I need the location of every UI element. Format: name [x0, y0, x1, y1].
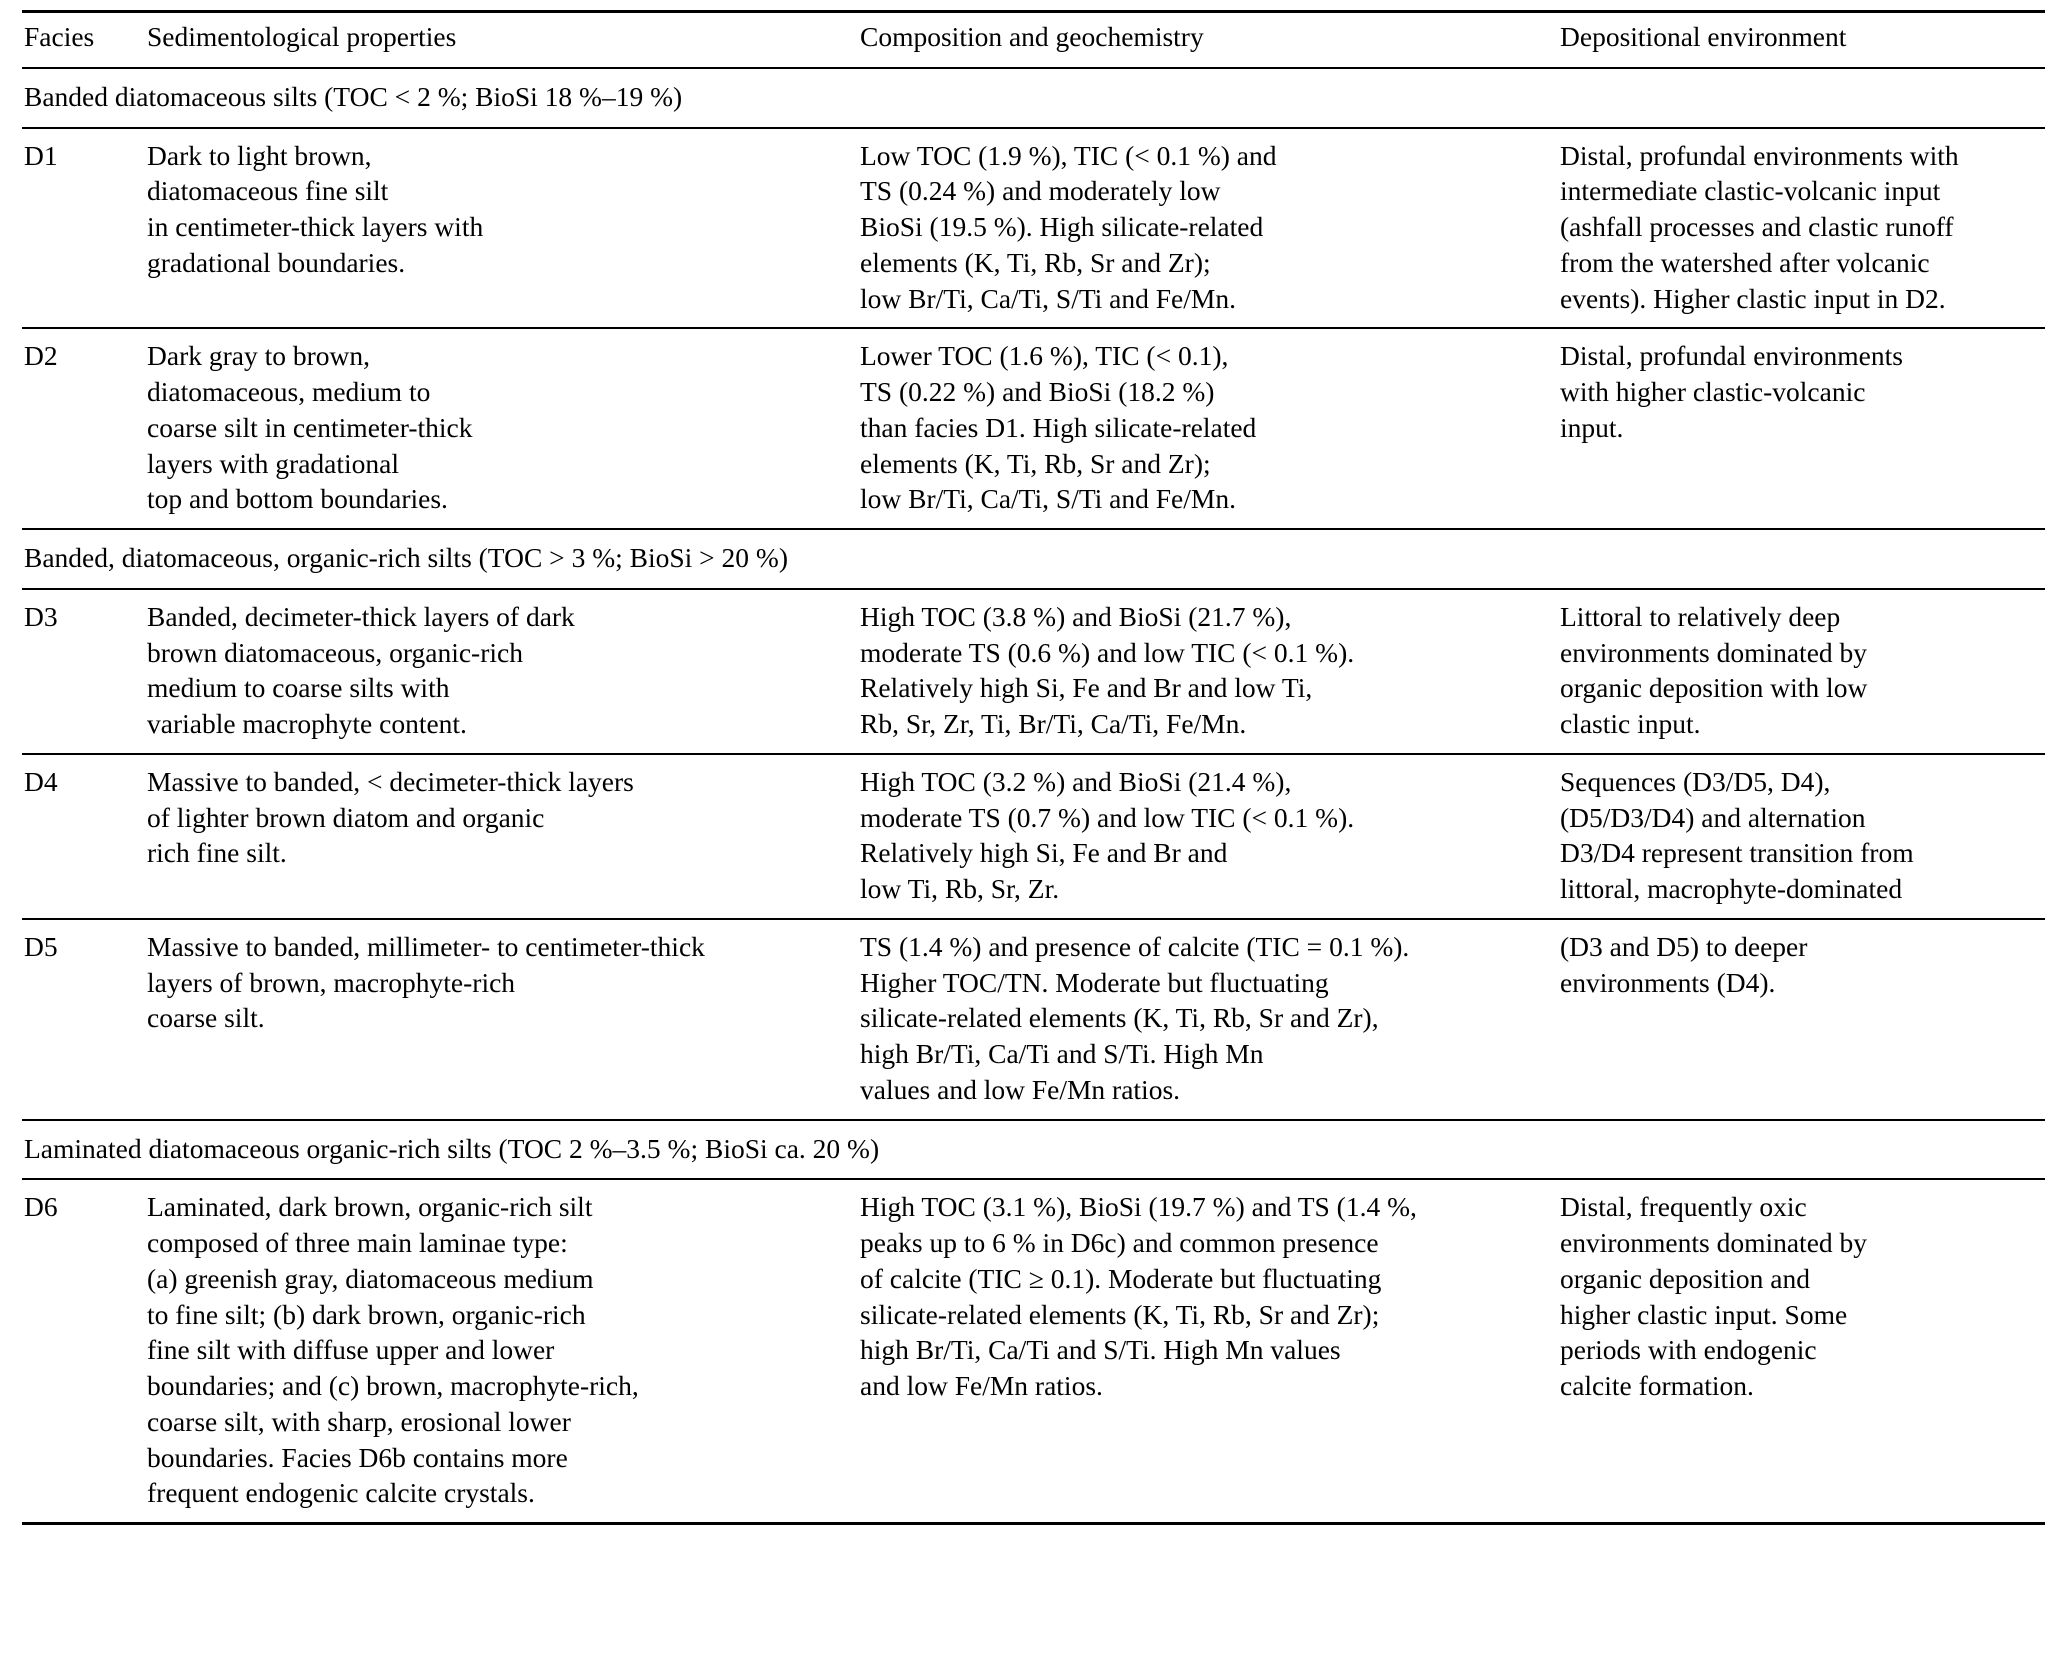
facies-code: D1 [22, 128, 145, 329]
cell-line: silicate-related elements (K, Ti, Rb, Sr and Zr); [860, 1298, 1380, 1330]
cell-line: Laminated, dark brown, organic-rich silt [147, 1191, 593, 1223]
cell-line: diatomaceous, medium to [147, 376, 431, 407]
table-row [22, 128, 2045, 329]
cell-line: elements (K, Ti, Rb, Sr and Zr); [860, 447, 1211, 479]
table-header [22, 12, 2045, 68]
composition-geochemistry-cell [860, 754, 1560, 919]
facies-group-heading: Laminated diatomaceous organic-rich silts (TOC 2 %–3.5 %; BioSi ca. 20 %) [22, 1120, 2045, 1180]
facies-group-row [22, 1120, 2045, 1180]
cell-line: Distal, profundal environments with [1560, 139, 1959, 171]
cell-line: Distal, frequently oxic [1560, 1191, 1807, 1223]
cell-line: higher clastic input. Some [1560, 1298, 1848, 1330]
table-row [22, 754, 2045, 919]
sedimentological-properties-cell [145, 589, 860, 754]
cell-line: Massive to banded, millimeter- to centimeter-thick [147, 930, 705, 962]
cell-line: clastic input. [1560, 708, 1701, 739]
facies-group-row [22, 529, 2045, 589]
sedimentological-properties-cell [145, 328, 860, 529]
cell-line: environments (D4). [1560, 966, 1776, 998]
cell-line: of calcite (TIC ≥ 0.1). Moderate but fluctuating [860, 1262, 1382, 1294]
cell-line: periods with endogenic [1560, 1334, 1817, 1366]
table-row [22, 589, 2045, 754]
cell-line: (ashfall processes and clastic runoff [1560, 211, 1954, 242]
sedimentological-properties-cell [145, 754, 860, 919]
cell-line: High TOC (3.1 %), BioSi (19.7 %) and TS (1.4 %, [860, 1191, 1417, 1223]
cell-line: Distal, profundal environments [1560, 340, 1903, 372]
cell-line: (D5/D3/D4) and alternation [1560, 801, 1866, 833]
cell-line: TS (0.22 %) and BioSi (18.2 %) [860, 376, 1215, 407]
cell-line: (D3 and D5) to deeper [1560, 930, 1808, 962]
cell-line: Relatively high Si, Fe and Br and low Ti, [860, 672, 1313, 704]
cell-line: top and bottom boundaries. [147, 483, 448, 515]
depositional-environment-cell [1560, 754, 2045, 919]
cell-line: coarse silt. [147, 1002, 265, 1034]
cell-line: environments dominated by [1560, 636, 1868, 668]
cell-line: values and low Fe/Mn ratios. [860, 1073, 1181, 1105]
cell-line: (a) greenish gray, diatomaceous medium [147, 1262, 594, 1294]
cell-line: Higher TOC/TN. Moderate but fluctuating [860, 966, 1329, 998]
facies-group-heading: Banded, diatomaceous, organic-rich silts (TOC > 3 %; BioSi > 20 %) [22, 529, 2045, 589]
cell-line: Banded, decimeter-thick layers of dark [147, 600, 575, 632]
cell-line: TS (0.24 %) and moderately low [860, 175, 1221, 207]
cell-line: boundaries. Facies D6b contains more [147, 1441, 568, 1473]
table-row [22, 919, 2045, 1120]
facies-code: D2 [22, 328, 145, 529]
cell-line: High TOC (3.2 %) and BioSi (21.4 %), [860, 765, 1292, 797]
cell-line: TS (1.4 %) and presence of calcite (TIC = 0.1 %). [860, 930, 1410, 962]
cell-line: calcite formation. [1560, 1370, 1754, 1401]
table-row [22, 328, 2045, 529]
table-body [22, 68, 2045, 1524]
facies-table [22, 10, 2045, 1525]
depositional-environment-cell [1560, 919, 2045, 1120]
cell-line: Sequences (D3/D5, D4), [1560, 765, 1831, 797]
depositional-environment-cell [1560, 328, 2045, 529]
cell-line: Massive to banded, < decimeter-thick layers [147, 765, 634, 797]
cell-line: diatomaceous fine silt [147, 175, 389, 207]
sedimentological-properties-cell [145, 1179, 860, 1523]
composition-geochemistry-cell [860, 128, 1560, 329]
cell-line: low Br/Ti, Ca/Ti, S/Ti and Fe/Mn. [860, 282, 1236, 314]
cell-line: composed of three main laminae type: [147, 1227, 568, 1258]
cell-line: Dark gray to brown, [147, 340, 370, 372]
cell-line: layers of brown, macrophyte-rich [147, 966, 516, 998]
depositional-environment-cell [1560, 1179, 2045, 1523]
cell-line: events). Higher clastic input in D2. [1560, 282, 1946, 314]
cell-line: coarse silt, with sharp, erosional lower [147, 1405, 571, 1437]
cell-line: layers with gradational [147, 447, 399, 479]
cell-line: gradational boundaries. [147, 246, 406, 278]
facies-code: D4 [22, 754, 145, 919]
cell-line: Littoral to relatively deep [1560, 600, 1841, 632]
cell-line: brown diatomaceous, organic-rich [147, 636, 523, 668]
sedimentological-properties-cell [145, 128, 860, 329]
cell-line: elements (K, Ti, Rb, Sr and Zr); [860, 246, 1211, 278]
cell-line: D3/D4 represent transition from [1560, 837, 1914, 869]
cell-line: BioSi (19.5 %). High silicate-related [860, 211, 1264, 242]
cell-line: in centimeter-thick layers with [147, 211, 484, 242]
cell-line: than facies D1. High silicate-related [860, 411, 1257, 443]
depositional-environment-cell [1560, 128, 2045, 329]
cell-line: of lighter brown diatom and organic [147, 801, 545, 833]
composition-geochemistry-cell [860, 919, 1560, 1120]
cell-line: organic deposition with low [1560, 672, 1868, 704]
cell-line: moderate TS (0.6 %) and low TIC (< 0.1 %). [860, 636, 1355, 668]
facies-code: D5 [22, 919, 145, 1120]
cell-line: fine silt with diffuse upper and lower [147, 1334, 555, 1366]
cell-line: Low TOC (1.9 %), TIC (< 0.1 %) and [860, 139, 1277, 171]
cell-line: rich fine silt. [147, 837, 287, 869]
cell-line: from the watershed after volcanic [1560, 246, 1930, 278]
cell-line: Dark to light brown, [147, 139, 372, 171]
cell-line: medium to coarse silts with [147, 672, 450, 704]
column-header-sedimentological-properties: Sedimentological properties [145, 12, 860, 68]
cell-line: Rb, Sr, Zr, Ti, Br/Ti, Ca/Ti, Fe/Mn. [860, 708, 1247, 739]
cell-line: input. [1560, 411, 1624, 443]
cell-line: moderate TS (0.7 %) and low TIC (< 0.1 %). [860, 801, 1355, 833]
cell-line: organic deposition and [1560, 1262, 1810, 1294]
header-row [22, 12, 2045, 68]
cell-line: to fine silt; (b) dark brown, organic-rich [147, 1298, 586, 1330]
cell-line: and low Fe/Mn ratios. [860, 1370, 1103, 1401]
column-header-facies: Facies [22, 12, 145, 68]
facies-code: D3 [22, 589, 145, 754]
cell-line: frequent endogenic calcite crystals. [147, 1477, 535, 1509]
cell-line: low Ti, Rb, Sr, Zr. [860, 873, 1060, 904]
facies-group-heading: Banded diatomaceous silts (TOC < 2 %; BioSi 18 %–19 %) [22, 68, 2045, 128]
cell-line: high Br/Ti, Ca/Ti and S/Ti. High Mn values [860, 1334, 1341, 1366]
cell-line: with higher clastic-volcanic [1560, 376, 1866, 407]
cell-line: high Br/Ti, Ca/Ti and S/Ti. High Mn [860, 1038, 1264, 1069]
cell-line: High TOC (3.8 %) and BioSi (21.7 %), [860, 600, 1292, 632]
cell-line: peaks up to 6 % in D6c) and common presence [860, 1227, 1379, 1258]
column-header-depositional-environment: Depositional environment [1560, 12, 2045, 68]
cell-line: low Br/Ti, Ca/Ti, S/Ti and Fe/Mn. [860, 483, 1236, 515]
table-row [22, 1179, 2045, 1523]
composition-geochemistry-cell [860, 589, 1560, 754]
cell-line: environments dominated by [1560, 1227, 1868, 1258]
cell-line: boundaries; and (c) brown, macrophyte-rich, [147, 1370, 639, 1401]
cell-line: intermediate clastic-volcanic input [1560, 175, 1941, 207]
composition-geochemistry-cell [860, 328, 1560, 529]
composition-geochemistry-cell [860, 1179, 1560, 1523]
depositional-environment-cell [1560, 589, 2045, 754]
cell-line: littoral, macrophyte-dominated [1560, 873, 1903, 904]
cell-line: variable macrophyte content. [147, 708, 467, 739]
cell-line: Relatively high Si, Fe and Br and [860, 837, 1228, 869]
cell-line: coarse silt in centimeter-thick [147, 411, 473, 443]
cell-line: silicate-related elements (K, Ti, Rb, Sr and Zr), [860, 1002, 1379, 1034]
sedimentological-properties-cell [145, 919, 860, 1120]
facies-code: D6 [22, 1179, 145, 1523]
cell-line: Lower TOC (1.6 %), TIC (< 0.1), [860, 340, 1229, 372]
facies-group-row [22, 68, 2045, 128]
column-header-composition-geochemistry: Composition and geochemistry [860, 12, 1560, 68]
